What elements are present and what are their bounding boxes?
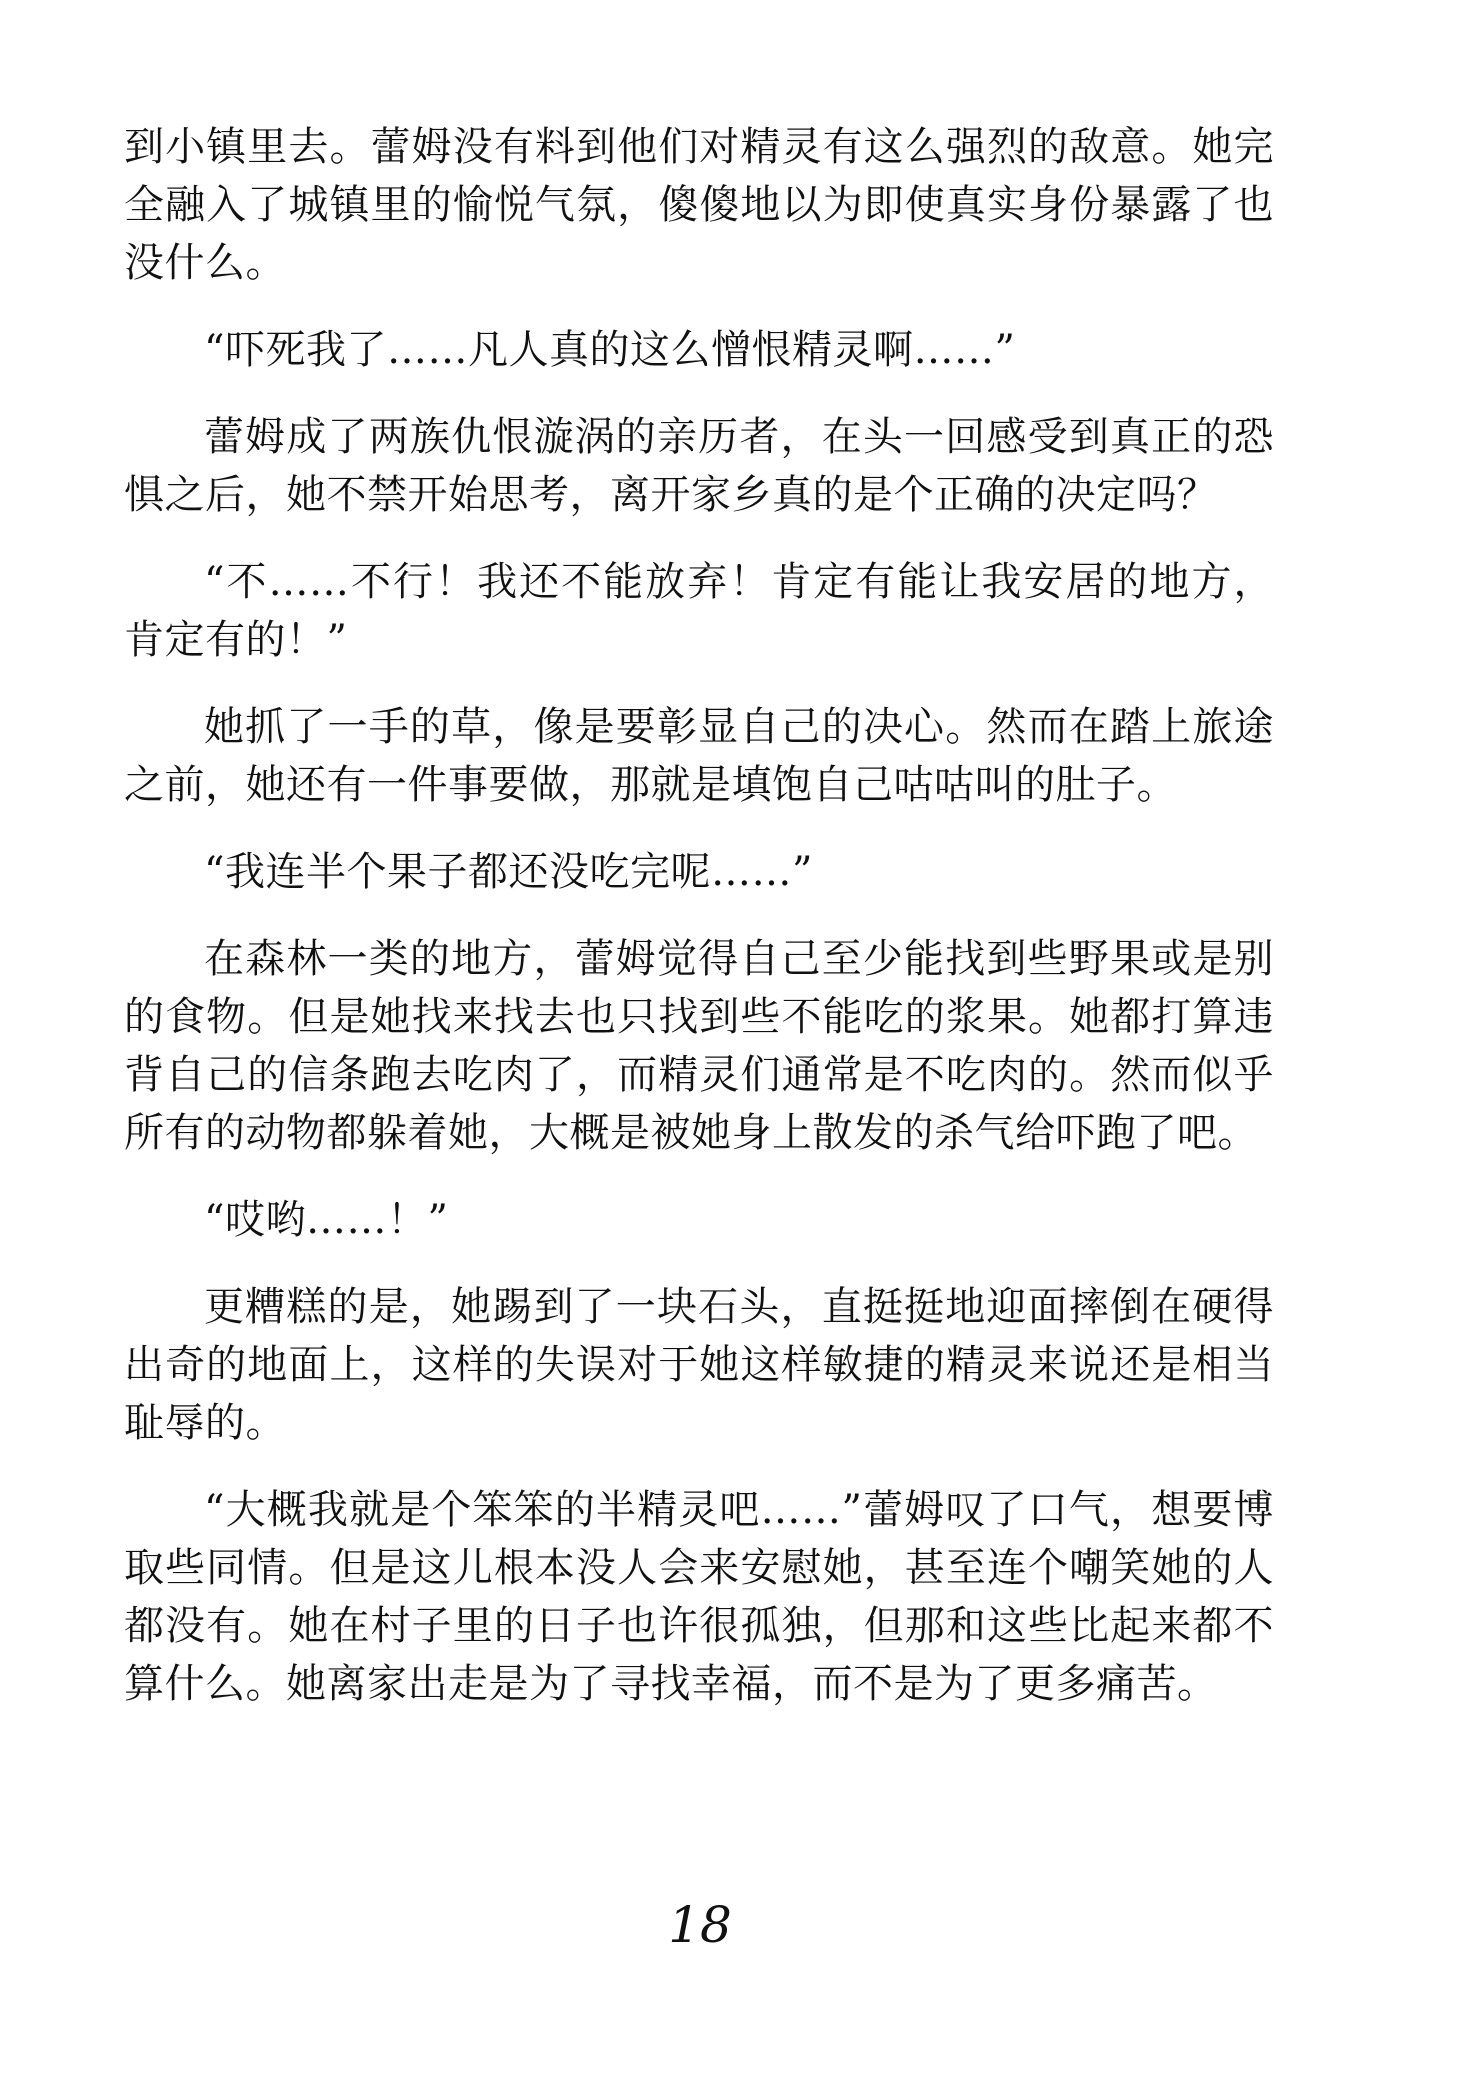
page-number: 18 xyxy=(668,1896,732,1954)
paragraph: “大概我就是个笨笨的半精灵吧……”蕾姆叹了口气，想要博取些同情。但是这儿根本没人会来安慰她，甚至连个嘲笑她的人都没有。她在村子里的日子也许很孤独，但那和这些比起来都不算什么。她离家出走是为了寻找幸福，而不是为了更多痛苦。 xyxy=(124,1487,1274,1707)
paragraph: 她抓了一手的草，像是要彰显自己的决心。然而在踏上旅途之前，她还有一件事要做，那就是填饱自己咕咕叫的肚子。 xyxy=(124,704,1274,808)
paragraph: 到小镇里去。蕾姆没有料到他们对精灵有这么强烈的敌意。她完全融入了城镇里的愉悦气氛，傻傻地以为即使真实身份暴露了也没什么。 xyxy=(124,124,1274,286)
paragraph: 蕾姆成了两族仇恨漩涡的亲历者，在头一回感受到真正的恐惧之后，她不禁开始思考，离开家乡真的是个正确的决定吗？ xyxy=(124,414,1274,518)
paragraph: “吓死我了……凡人真的这么憎恨精灵啊……” xyxy=(204,327,1016,373)
paragraph: 在森林一类的地方，蕾姆觉得自己至少能找到些野果或是别的食物。但是她找来找去也只找到些不能吃的浆果。她都打算违背自己的信条跑去吃肉了，而精灵们通常是不吃肉的。然而似乎所有的动物都躲着她，大概是被她身上散发的杀气给吓跑了吧。 xyxy=(124,936,1274,1156)
paragraph: 更糟糕的是，她踢到了一块石头，直挺挺地迎面摔倒在硬得出奇的地面上，这样的失误对于她这样敏捷的精灵来说还是相当耻辱的。 xyxy=(124,1284,1274,1446)
body-text xyxy=(124,118,1274,1742)
paragraph: “不……不行！我还不能放弃！肯定有能让我安居的地方，肯定有的！” xyxy=(124,559,1274,663)
paragraph: “我连半个果子都还没吃完呢……” xyxy=(204,849,813,895)
paragraph: “哎哟……！” xyxy=(204,1197,449,1243)
